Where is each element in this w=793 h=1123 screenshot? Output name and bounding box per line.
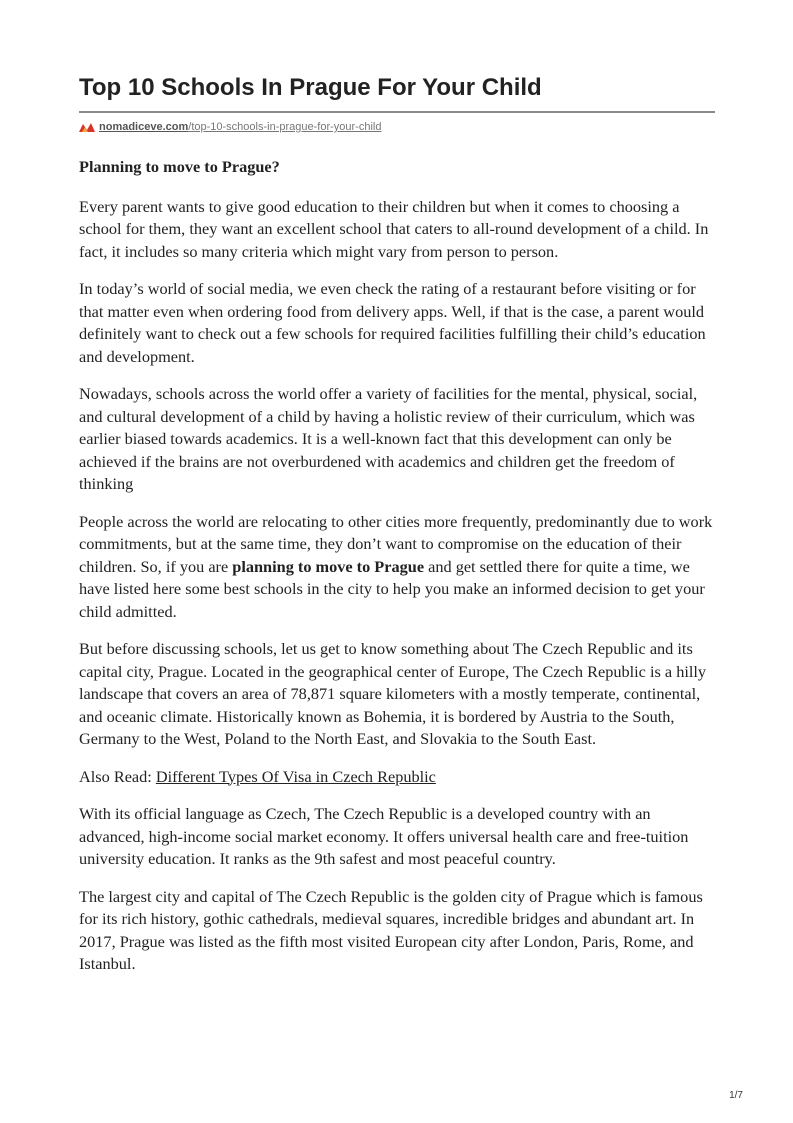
- site-logo-icon: [79, 122, 95, 133]
- source-domain[interactable]: nomadiceve.com: [99, 121, 189, 133]
- article-subheading: Planning to move to Prague?: [79, 157, 280, 176]
- page-number: 1/7: [729, 1090, 743, 1101]
- source-url[interactable]: [79, 119, 381, 135]
- paragraph: But before discussing schools, let us get to know something about The Czech Republic and its capital city, Prague. Located in the geographical center of Europe, The Czech Republic is a hilly landscape that covers an area of 78,871 square kilometers with a mostly temperate, continental, and oceanic climate. Historically known as Bohemia, it is bordered by Austria to the South, Germany to the West, Poland to the North East, and Slovakia to the South East.: [79, 639, 707, 748]
- bold-phrase: planning to move to Prague: [232, 556, 425, 576]
- paragraph: Nowadays, schools across the world offer a variety of facilities for the mental, physical, social, and cultural development of a child by having a holistic review of their curriculum, which was earlier biased towards academics. It is a well-known fact that this development can only be achieved if the brains are not overburdened with academics and children get the freedom of thinking: [79, 384, 698, 493]
- also-read: [79, 766, 719, 789]
- paragraph: With its official language as Czech, The Czech Republic is a developed country with an advanced, high-income social market economy. It offers universal health care and free-tuition university education. It ranks as the 9th safest and most peaceful country.: [79, 804, 689, 868]
- paragraph: The largest city and capital of The Czech Republic is the golden city of Prague which is famous for its rich history, gothic cathedrals, medieval squares, incredible bridges and abundant art. In 2017, Prague was listed as the fifth most visited European city after London, Paris, Rome, and Istanbul.: [79, 886, 703, 973]
- also-read-link[interactable]: Different Types Of Visa in Czech Republic: [155, 766, 436, 786]
- paragraph: [79, 511, 719, 624]
- article-body: [79, 156, 719, 991]
- title-divider: [79, 111, 715, 113]
- paragraph: In today’s world of social media, we even check the rating of a restaurant before visiting or for that matter even when ordering food from delivery apps. Well, if that is the case, a parent would definitely want to check out a few schools for required facilities fulfilling their child’s education and development.: [79, 279, 706, 366]
- paragraph-text: People across the world are relocating to other cities more frequently, predominantly due to work commitments, but at the same time, they don’t want to compromise on the education of their children. So, if you are: [79, 511, 713, 576]
- paragraph-text: and get settled there for quite a time, we have listed here some best schools in the city to help you make an informed decision to get your child admitted.: [79, 556, 705, 621]
- paragraph: Every parent wants to give good education to their children but when it comes to choosing a school for them, they want an excellent school that caters to all-round development of a child. In fact, it includes so many criteria which might vary from person to person.: [79, 196, 709, 261]
- source-path[interactable]: /top-10-schools-in-prague-for-your-child: [188, 121, 382, 133]
- page-title: Top 10 Schools In Prague For Your Child: [79, 74, 542, 101]
- also-read-label: Also Read:: [79, 766, 156, 786]
